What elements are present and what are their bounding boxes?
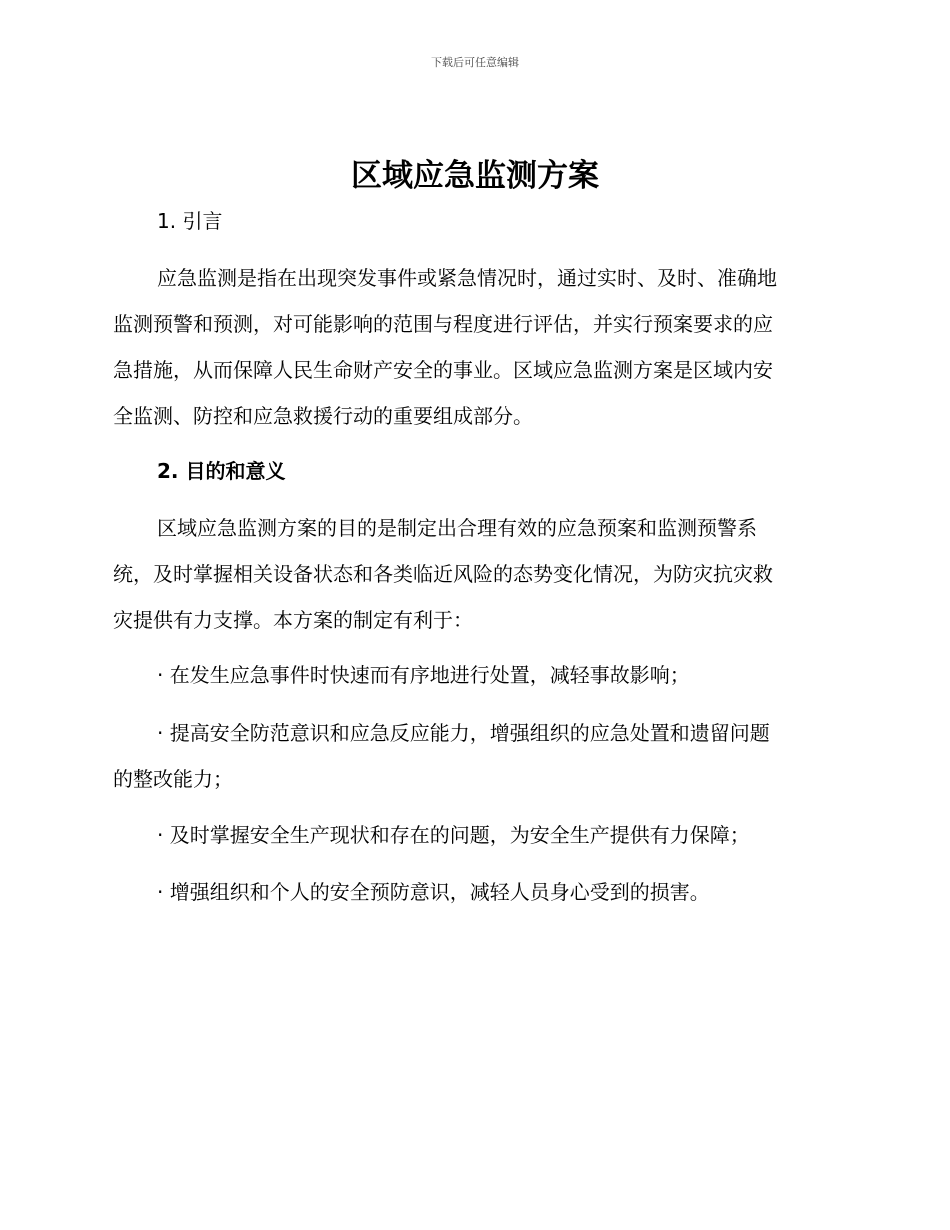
bullet-line: · 及时掌握安全生产现状和存在的问题，为安全生产提供有力保障； [157, 823, 750, 847]
paragraph-line: 灾提供有力支撑。本方案的制定有利于： [113, 608, 473, 632]
section-2-paragraph [113, 505, 833, 643]
document-title: 区域应急监测方案 [351, 158, 599, 194]
bullet-item [113, 652, 833, 698]
section-heading-purpose: 2. 目的和意义 [157, 459, 286, 483]
section-heading-introduction: 1. 引言 [157, 209, 223, 233]
section-1-paragraph [113, 255, 833, 439]
bullet-line: · 提高安全防范意识和应急反应能力，增强组织的应急处置和遗留问题 [157, 721, 770, 745]
bullet-item [113, 710, 833, 802]
paragraph-line: 监测预警和预测，对可能影响的范围与程度进行评估，并实行预案要求的应 [113, 312, 773, 336]
bullet-line: · 在发生应急事件时快速而有序地进行处置，减轻事故影响； [157, 663, 690, 687]
paragraph-line: 应急监测是指在出现突发事件或紧急情况时，通过实时、及时、准确地 [157, 266, 777, 290]
paragraph-line: 统，及时掌握相关设备状态和各类临近风险的态势变化情况，为防灾抗灾救 [113, 562, 773, 586]
paragraph-line: 急措施，从而保障人民生命财产安全的事业。区域应急监测方案是区域内安 [113, 358, 773, 382]
bullet-item [113, 812, 833, 858]
bullet-line: 的整改能力； [113, 767, 233, 791]
bullet-item [113, 869, 833, 915]
page-header-note: 下载后可任意编辑 [431, 56, 519, 69]
paragraph-line: 区域应急监测方案的目的是制定出合理有效的应急预案和监测预警系 [157, 516, 757, 540]
bullet-line: · 增强组织和个人的安全预防意识，减轻人员身心受到的损害。 [157, 880, 710, 904]
paragraph-line: 全监测、防控和应急救援行动的重要组成部分。 [113, 404, 533, 428]
